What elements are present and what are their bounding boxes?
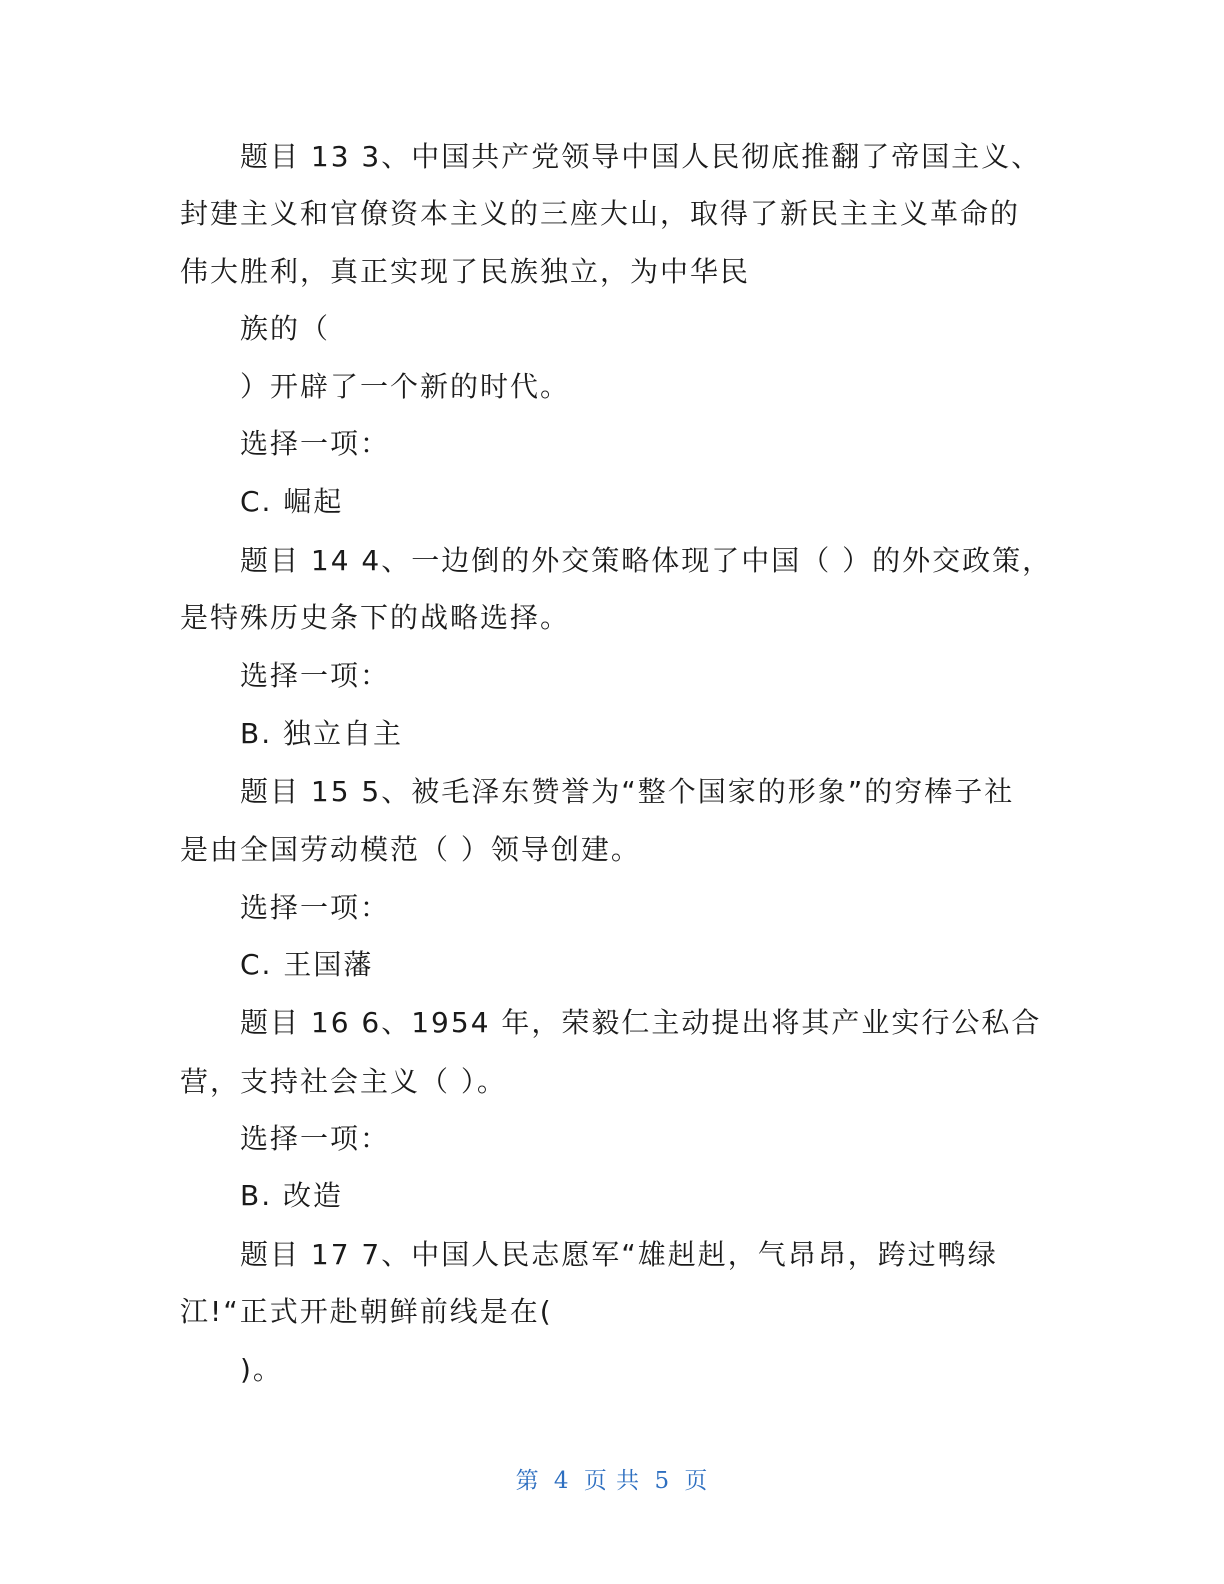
- choose-one-label: 选择一项：: [240, 659, 391, 692]
- question-14-line-2: 是特殊历史条下的战略选择。: [180, 601, 571, 634]
- question-13-line-3: 伟大胜利，真正实现了民族独立，为中华民: [180, 255, 751, 288]
- question-13-line-4: 族的（: [240, 312, 331, 345]
- question-13-line-1: 题目 13 3、中国共产党领导中国人民彻底推翻了帝国主义、: [240, 140, 1042, 173]
- answer-14: B. 独立自主: [240, 717, 404, 750]
- question-15-line-1: 题目 15 5、被毛泽东赞誉为“整个国家的形象”的穷棒子社: [240, 775, 1015, 808]
- footer-middle: 页 共: [583, 1468, 641, 1494]
- choose-one-label: 选择一项：: [240, 1122, 391, 1155]
- choose-one-label: 选择一项：: [240, 427, 391, 460]
- question-13-line-5: ）开辟了一个新的时代。: [240, 370, 571, 403]
- answer-15: C. 王国藩: [240, 948, 374, 981]
- answer-16: B. 改造: [240, 1179, 344, 1212]
- question-17-line-1: 题目 17 7、中国人民志愿军“雄赳赳，气昂昂，跨过鸭绿: [240, 1238, 998, 1271]
- question-16-line-1: 题目 16 6、1954 年，荣毅仁主动提出将其产业实行公私合: [240, 1006, 1042, 1039]
- question-17-line-3: )。: [240, 1353, 283, 1386]
- footer-prefix: 第: [515, 1468, 540, 1494]
- question-13-line-2: 封建主义和官僚资本主义的三座大山，取得了新民主主义革命的: [180, 197, 1021, 230]
- question-14-line-1: 题目 14 4、一边倒的外交策略体现了中国（ ）的外交政策，: [240, 544, 1053, 577]
- page-footer: [0, 1462, 1224, 1495]
- footer-page-number: 4: [553, 1468, 570, 1494]
- choose-one-label: 选择一项：: [240, 891, 391, 924]
- question-15-line-2: 是由全国劳动模范（ ）领导创建。: [180, 833, 641, 866]
- footer-total-pages: 5: [654, 1468, 671, 1494]
- footer-suffix: 页: [684, 1468, 709, 1494]
- question-17-line-2: 江!“正式开赴朝鲜前线是在(: [180, 1295, 553, 1328]
- question-16-line-2: 营，支持社会主义（ ）。: [180, 1065, 507, 1098]
- answer-13: C. 崛起: [240, 485, 344, 518]
